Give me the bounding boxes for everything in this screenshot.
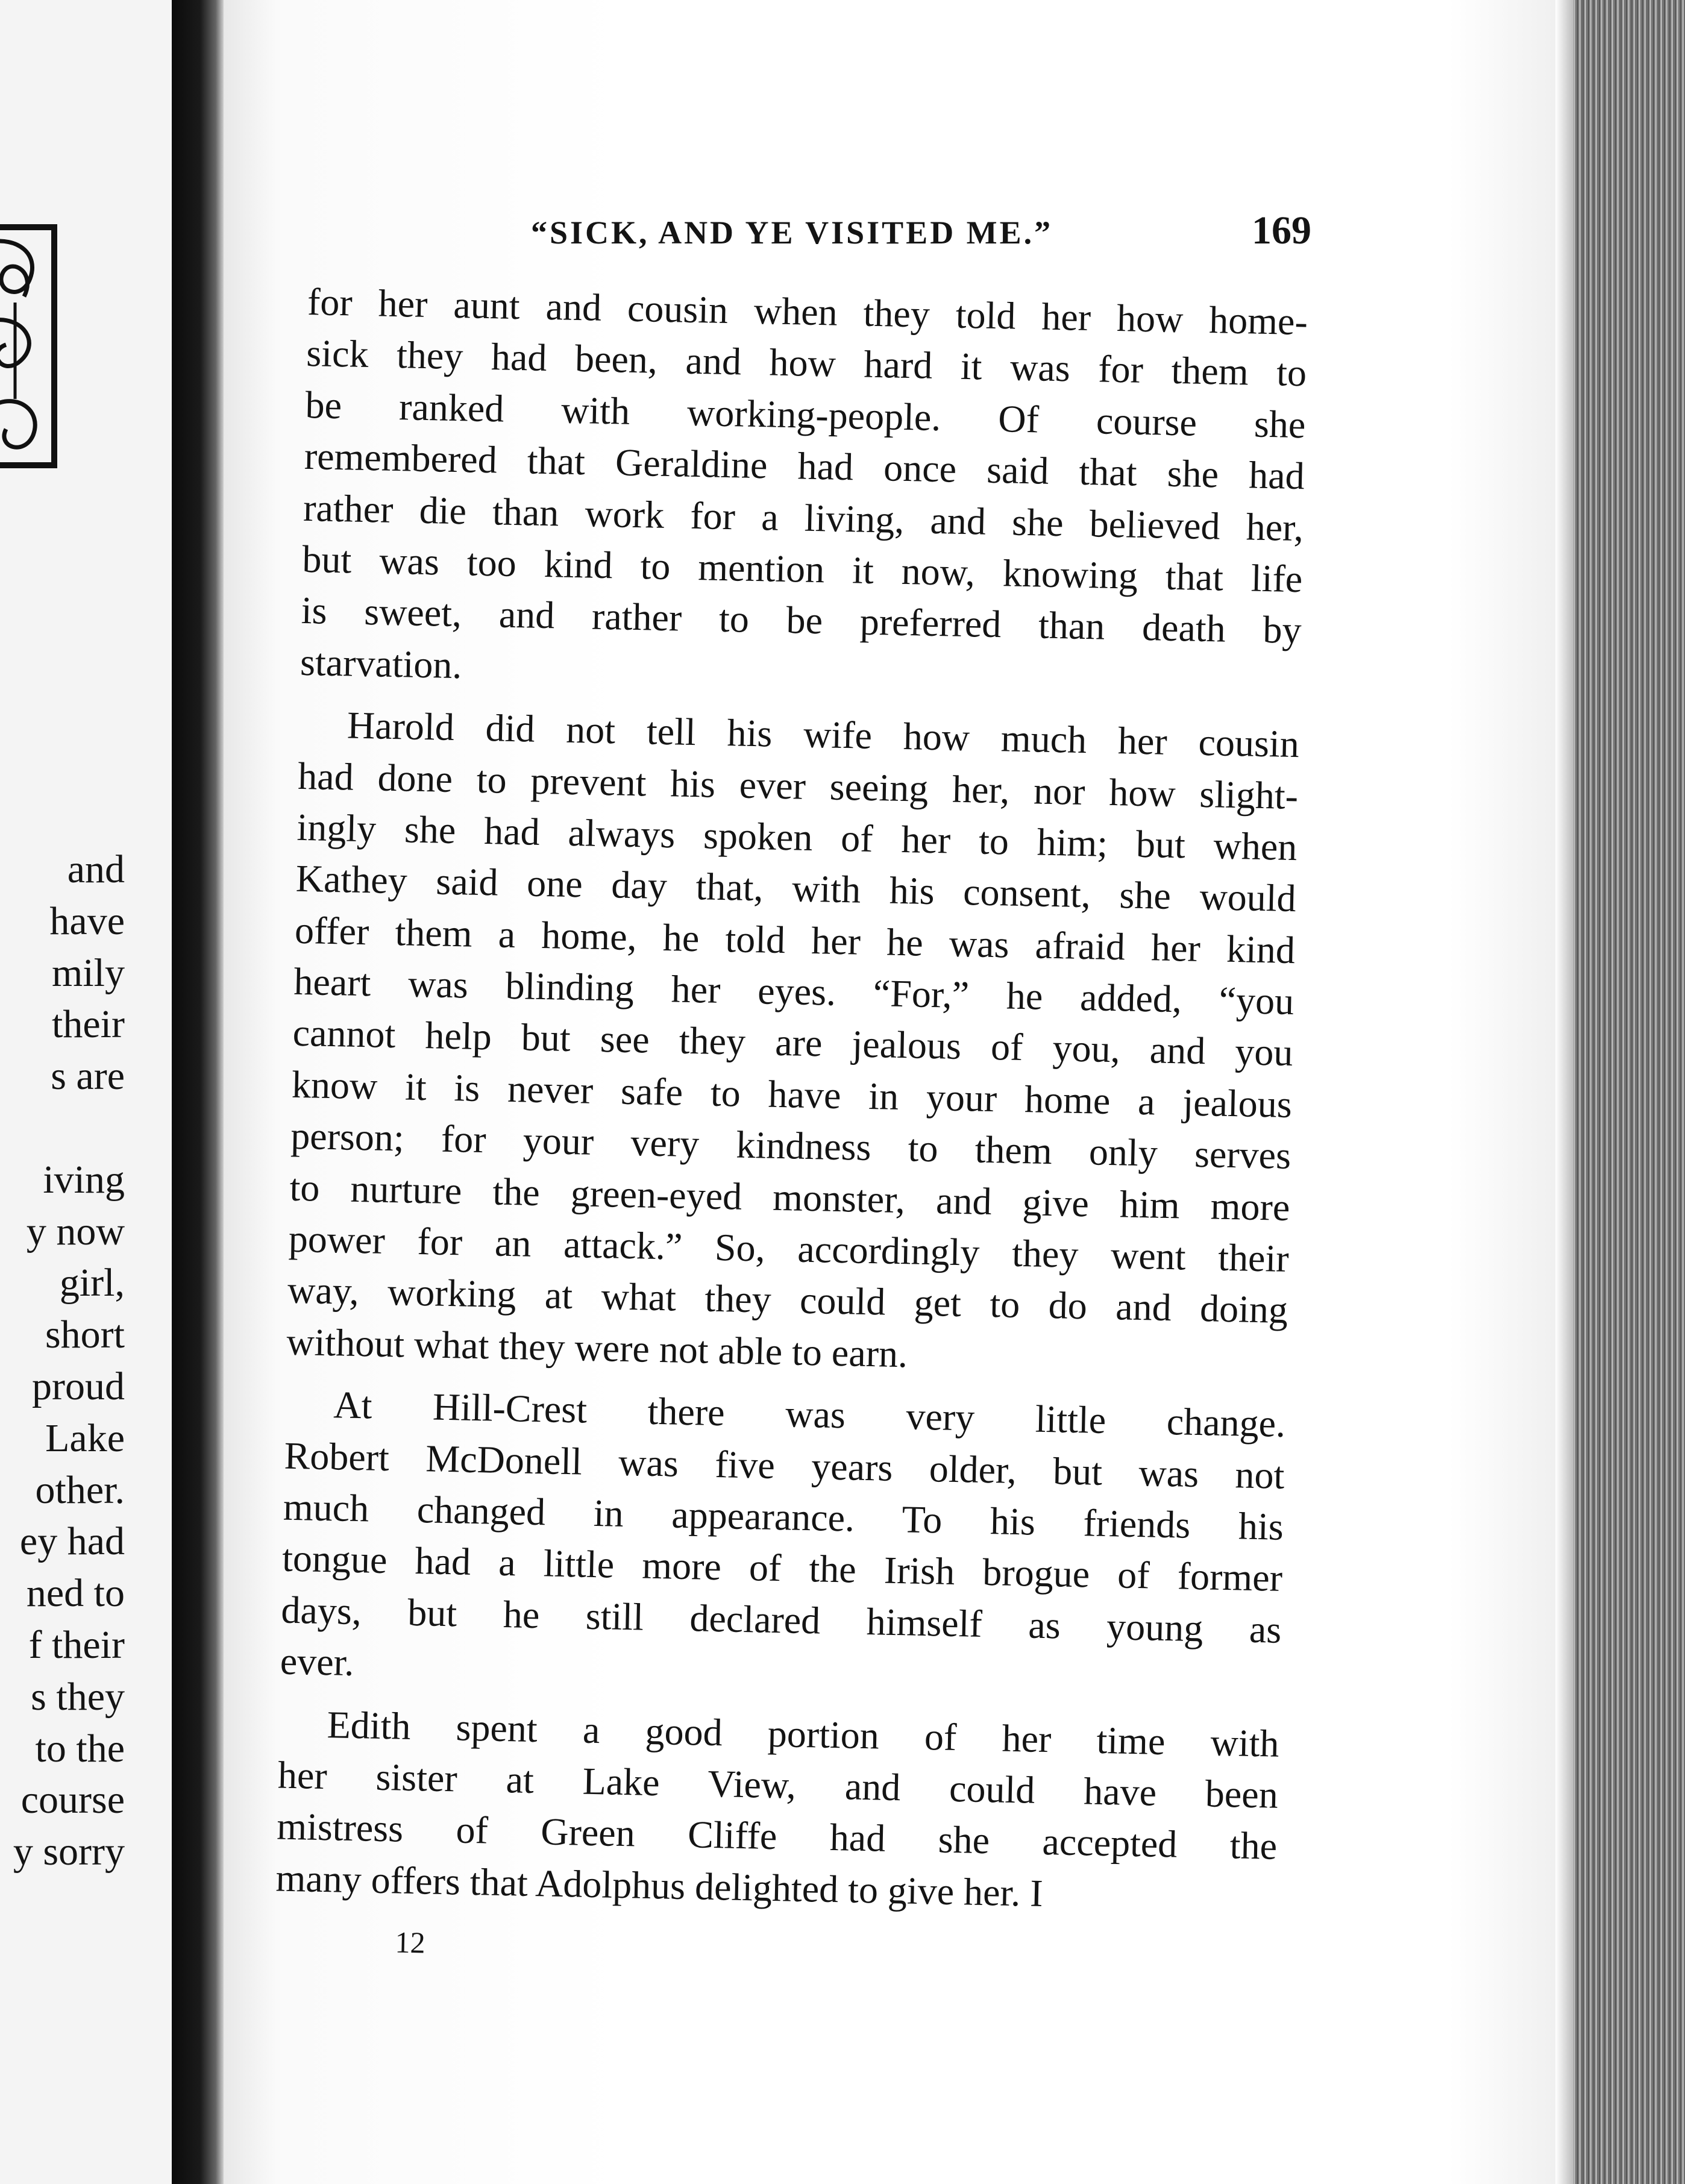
text-line: mistress of Green Cliffe had she accepted the — [276, 1804, 1278, 1868]
text-line: heart was blinding her eyes. “For,” he added, “you — [293, 959, 1294, 1023]
text-line: At Hill-Crest there was very little change. — [333, 1383, 1286, 1446]
text-line: starvation. — [300, 640, 463, 686]
body-text — [274, 276, 1308, 1986]
left-page-line: to the — [35, 1726, 125, 1771]
text-line: had done to prevent his ever seeing her, nor how slight- — [297, 754, 1299, 817]
left-page-line: their — [52, 1002, 125, 1047]
paragraph — [280, 1378, 1286, 1707]
text-line: Harold did not tell his wife how much her cousin — [347, 703, 1300, 766]
left-page-line: short — [45, 1313, 125, 1357]
paragraph — [275, 1698, 1280, 1924]
text-line: tongue had a little more of the Irish brogue of former — [281, 1536, 1283, 1600]
text-line: person; for your very kindness to them only serves — [290, 1114, 1291, 1178]
page-edges — [1555, 0, 1685, 2184]
left-page-line: iving — [43, 1157, 125, 1202]
left-page-line: have — [49, 899, 125, 943]
text-line: to nurture the green-eyed monster, and give him more — [289, 1166, 1291, 1229]
text-line: many offers that Adolphus delighted to give her. I — [275, 1856, 1044, 1915]
text-line: her sister at Lake View, and could have been — [277, 1753, 1279, 1816]
text-line: ingly she had always spoken of her to him; but when — [296, 805, 1298, 869]
text-line: much changed in appearance. To his friends his — [283, 1485, 1284, 1548]
left-page-line: proud — [32, 1364, 125, 1408]
text-line: way, working at what they could get to do and doing — [287, 1269, 1288, 1332]
text-line: rather die than work for a living, and she believed her, — [303, 486, 1304, 549]
text-line: but was too kind to mention it now, knowing that life — [301, 537, 1303, 601]
paragraph — [286, 698, 1300, 1387]
text-line: remembered that Geraldine had once said that she had — [304, 435, 1305, 498]
left-page-line: f their — [28, 1622, 125, 1667]
text-line: days, but he still declared himself as young as — [280, 1588, 1282, 1651]
left-facing-page — [0, 0, 172, 2184]
text-line: know it is never safe to have in your home a jealous — [291, 1062, 1293, 1126]
left-page-line: s they — [31, 1674, 125, 1719]
text-line: power for an attack.” So, accordingly they went their — [288, 1217, 1290, 1281]
left-page-line: Lake — [45, 1416, 125, 1460]
left-page-line: and — [67, 847, 125, 891]
left-page-line: mily — [51, 950, 125, 995]
text-line: sick they had been, and how hard it was for them to — [306, 331, 1307, 395]
left-page-text-fragments — [0, 844, 125, 1878]
left-page-line: girl, — [59, 1261, 125, 1305]
text-line: offer them a home, he told her he was afraid her kind — [294, 908, 1296, 971]
left-page-line: y sorry — [13, 1830, 125, 1874]
running-head — [224, 208, 1555, 262]
text-line: for her aunt and cousin when they told her how home- — [307, 280, 1308, 344]
text-line: cannot help but see they are jealous of you, and you — [292, 1011, 1294, 1075]
text-line: without what they were not able to earn. — [286, 1320, 908, 1376]
paragraph — [300, 276, 1308, 708]
text-line: Kathey said one day that, with his consent, she would — [295, 857, 1297, 920]
ornament-flourish-icon — [0, 230, 51, 462]
main-page — [224, 0, 1555, 2184]
text-line: Robert McDonell was five years older, but was not — [284, 1434, 1285, 1497]
left-page-line: course — [20, 1778, 125, 1822]
text-line: ever. — [280, 1639, 355, 1684]
left-page-line: ned to — [26, 1571, 125, 1616]
text-line: Edith spent a good portion of her time with — [327, 1702, 1280, 1765]
running-title: “SICK, AND YE VISITED ME.” — [531, 215, 1053, 251]
left-page-line: other. — [35, 1467, 125, 1512]
left-page-line — [0, 1102, 125, 1154]
text-line: is sweet, and rather to be preferred than death by — [301, 589, 1302, 652]
left-page-line: ey had — [19, 1519, 125, 1564]
decorative-initial-ornament — [0, 224, 57, 468]
page-number: 169 — [1252, 209, 1311, 253]
signature-mark: 12 — [394, 1925, 426, 1960]
left-page-line: y now — [26, 1209, 125, 1254]
text-line: be ranked with working-people. Of course she — [305, 383, 1307, 447]
left-page-line: s are — [51, 1054, 125, 1099]
binding-gutter — [172, 0, 224, 2184]
